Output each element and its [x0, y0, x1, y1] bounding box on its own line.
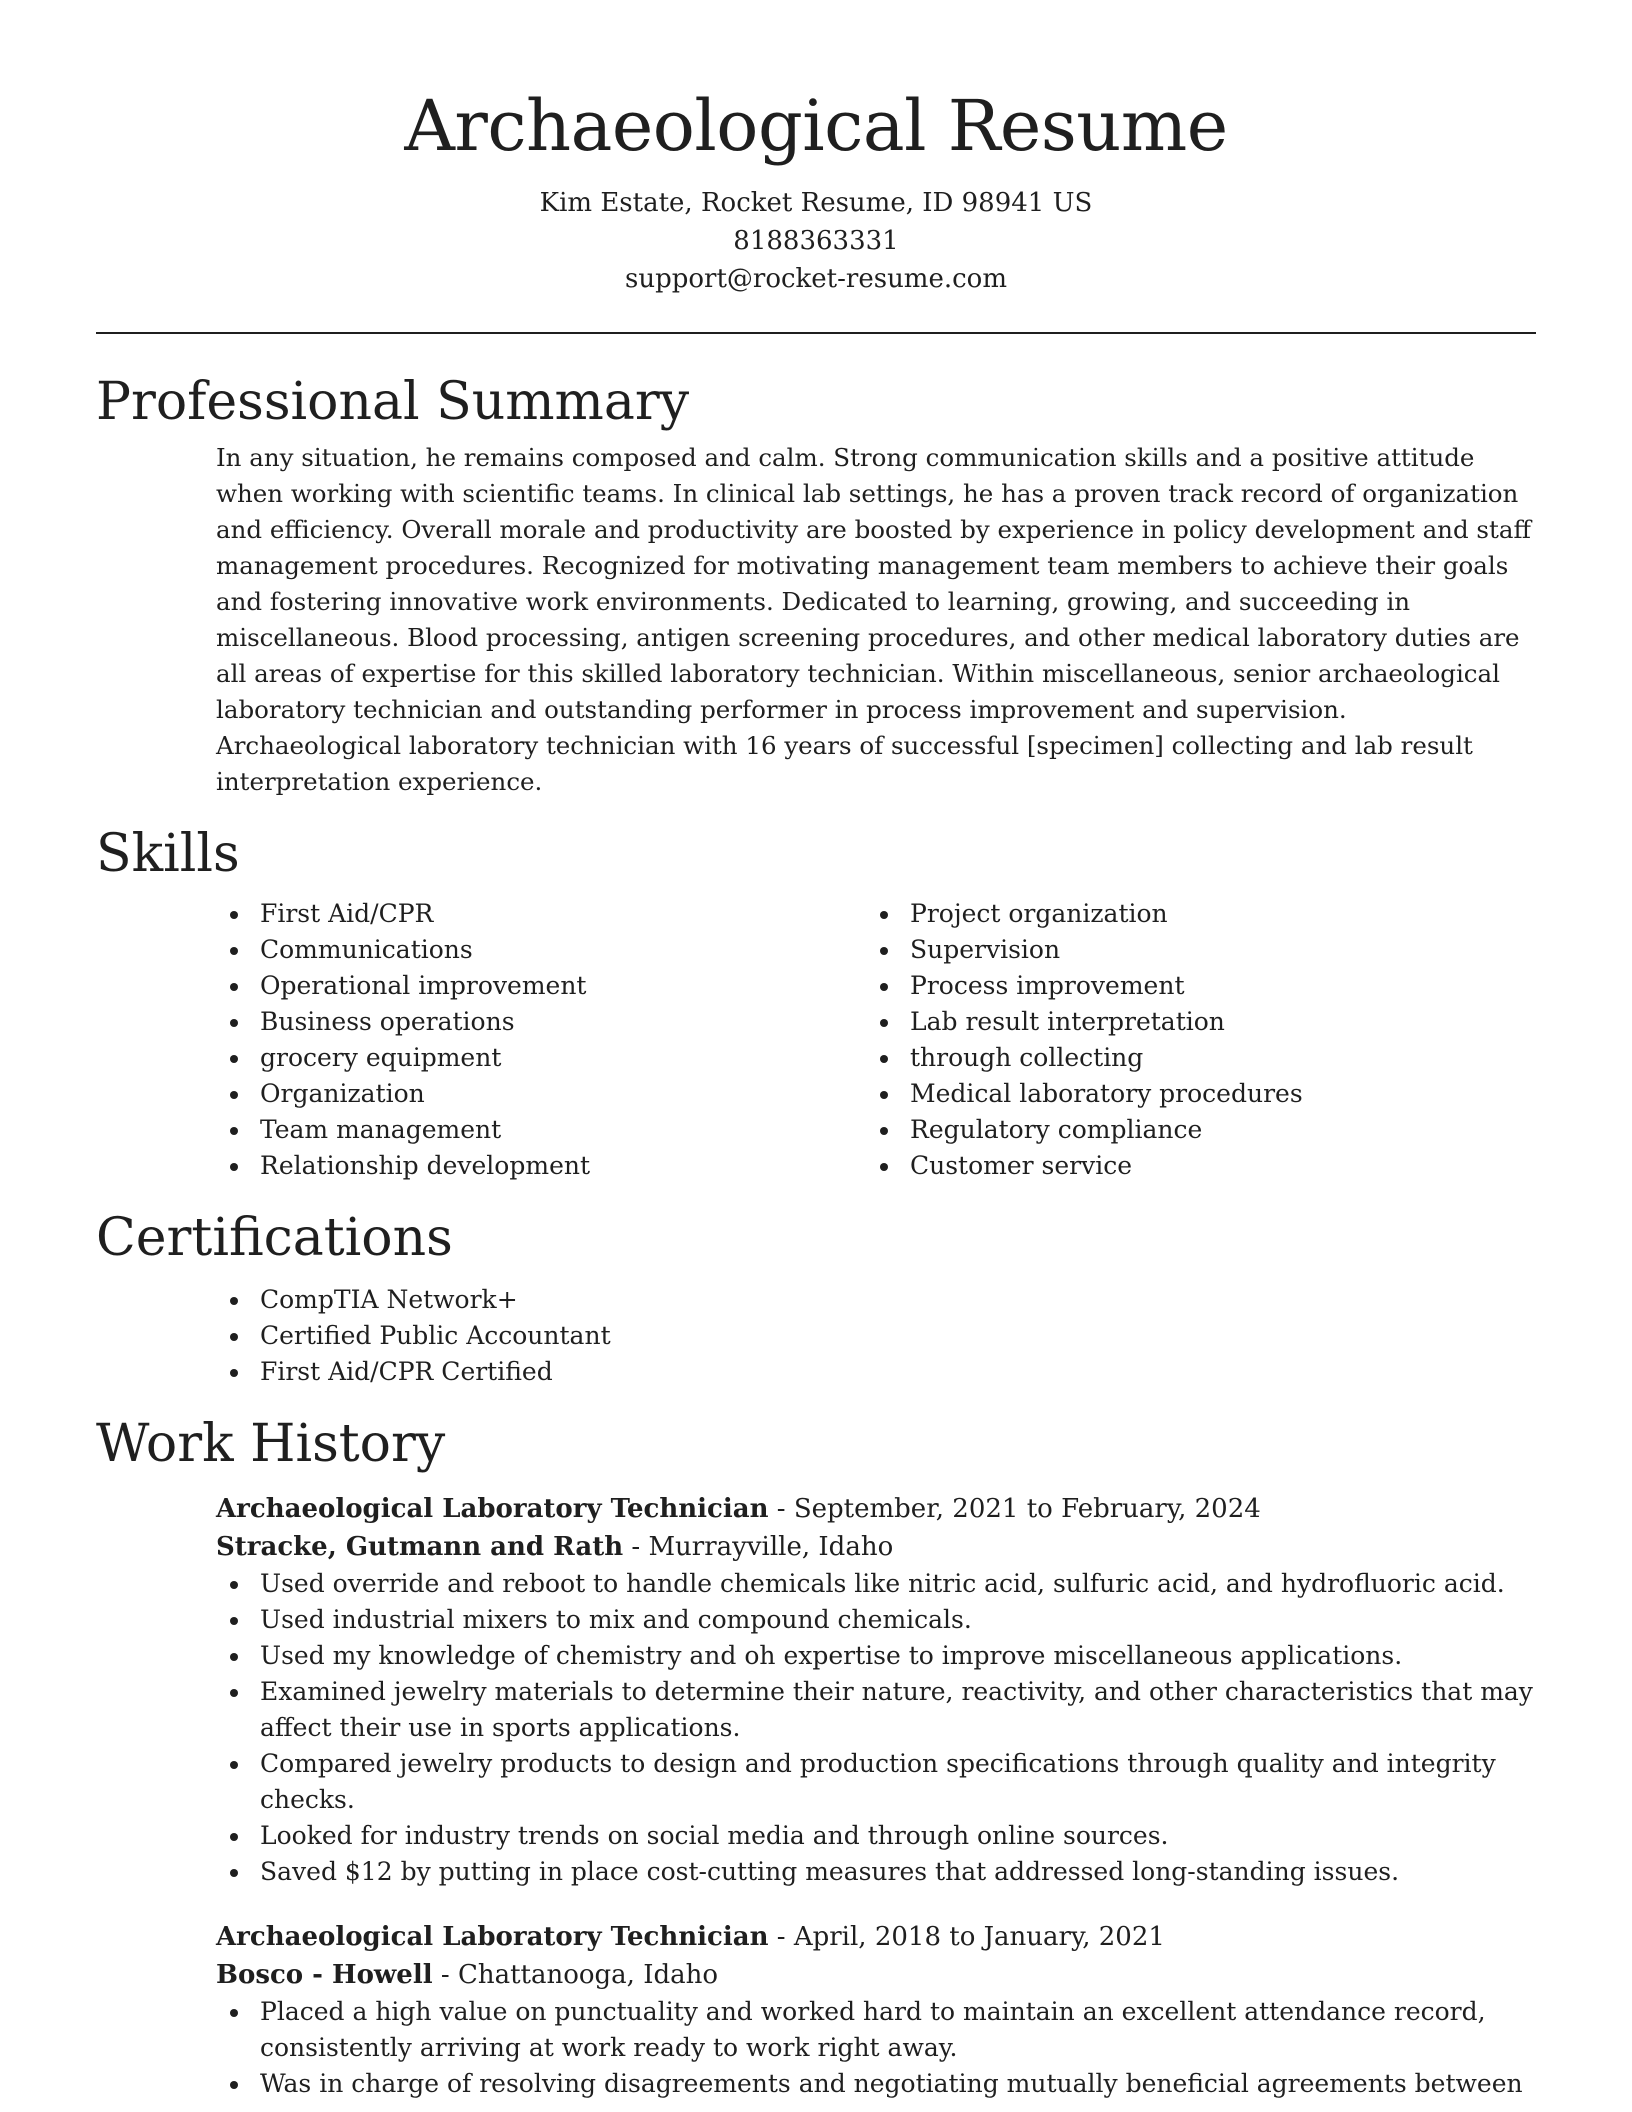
header-divider: [96, 332, 1536, 334]
skills-heading: Skills: [96, 824, 240, 884]
bullet-icon: [230, 1055, 238, 1063]
bullet-icon: [230, 1581, 238, 1589]
list-item: Saved $12 by putting in place cost-cutting measures that addressed long-standing issues.: [216, 1854, 1536, 1890]
list-item: First Aid/CPR Certified: [216, 1354, 1536, 1390]
summary-heading: Professional Summary: [96, 372, 690, 432]
job-title-line: Archaeological Laboratory Technician - April, 2018 to January, 2021: [216, 1922, 1165, 1952]
bullet-icon: [230, 1617, 238, 1625]
job-entry: [216, 1918, 1536, 2102]
certifications-heading: Certifications: [96, 1208, 453, 1268]
bullet-icon: [230, 983, 238, 991]
certifications-section: [96, 1206, 1536, 1390]
bullet-icon: [230, 1833, 238, 1841]
summary-text: In any situation, he remains composed and calm. Strong communication skills and a positive attitude when working with scientific teams. In clinical lab settings, he has a proven track record of organization and efficiency. Overall morale and productivity are boosted by experience in policy development and staff management procedures. Recognized for motivating management team members to achieve their goals and fostering innovative work environments. Dedicated to learning, growing, and succeeding in miscellaneous. Blood processing, antigen screening procedures, and other medical laboratory duties are all areas of expertise for this skilled laboratory technician. Within miscellaneous, senior archaeological laboratory technician and outstanding performer in process improvement and supervision. Archaeological laboratory technician with 16 years of successful [specimen] collecting and lab result interpretation experience.: [216, 443, 1531, 796]
job-dates: April, 2018 to January, 2021: [793, 1922, 1165, 1952]
bullet-icon: [230, 1163, 238, 1171]
summary-section: [96, 370, 1536, 800]
bullet-icon: [880, 911, 888, 919]
list-item: Placed a high value on punctuality and worked hard to maintain an excellent attendance record, consistently arriving at work ready to work right away.: [216, 1994, 1536, 2066]
certifications-list-wrap: [216, 1282, 1536, 1390]
bullet-icon: [880, 1127, 888, 1135]
bullet-icon: [230, 1761, 238, 1769]
job-duties-list: [216, 1994, 1536, 2102]
skills-columns: [216, 896, 1536, 1184]
bullet-icon: [880, 983, 888, 991]
certifications-list: [216, 1282, 1536, 1390]
bullet-icon: [230, 1333, 238, 1341]
job-employer: Stracke, Gutmann and Rath: [216, 1532, 624, 1562]
list-item: CompTIA Network+: [216, 1282, 1536, 1318]
skills-section: [96, 822, 1536, 1184]
bullet-icon: [880, 1019, 888, 1027]
contact-info: [96, 184, 1536, 298]
skills-column-left: [216, 896, 866, 1184]
bullet-icon: [230, 1019, 238, 1027]
contact-phone: 8188363331: [733, 226, 899, 256]
list-item: Supervision: [866, 932, 1516, 968]
job-title: Archaeological Laboratory Technician: [216, 1922, 769, 1952]
bullet-icon: [230, 947, 238, 955]
bullet-icon: [880, 1055, 888, 1063]
list-item: Lab result interpretation: [866, 1004, 1516, 1040]
list-item: through collecting: [866, 1040, 1516, 1076]
list-item: Examined jewelry materials to determine their nature, reactivity, and other characteristics that may affect their use in sports applications.: [216, 1674, 1536, 1746]
job-employer: Bosco - Howell: [216, 1960, 433, 1990]
bullet-icon: [230, 2081, 238, 2089]
bullet-icon: [880, 1163, 888, 1171]
list-item: Regulatory compliance: [866, 1112, 1516, 1148]
list-item: Operational improvement: [216, 968, 866, 1004]
job-employer-line: Stracke, Gutmann and Rath - Murrayville, Idaho: [216, 1532, 894, 1562]
list-item: Team management: [216, 1112, 866, 1148]
job-title: Archaeological Laboratory Technician: [216, 1494, 769, 1524]
list-item: Customer service: [866, 1148, 1516, 1184]
bullet-icon: [230, 1689, 238, 1697]
list-item: Used industrial mixers to mix and compound chemicals.: [216, 1602, 1536, 1638]
work-history-section: [96, 1412, 1536, 2102]
list-item: Process improvement: [866, 968, 1516, 1004]
page-title: Archaeological Resume: [404, 85, 1228, 167]
contact-address: Kim Estate, Rocket Resume, ID 98941 US: [539, 188, 1093, 218]
job-title-line: Archaeological Laboratory Technician - September, 2021 to February, 2024: [216, 1494, 1261, 1524]
list-item: First Aid/CPR: [216, 896, 866, 932]
bullet-icon: [230, 1091, 238, 1099]
list-item: Relationship development: [216, 1148, 866, 1184]
bullet-icon: [230, 1653, 238, 1661]
bullet-icon: [230, 1127, 238, 1135]
list-item: Communications: [216, 932, 866, 968]
list-item: Used override and reboot to handle chemicals like nitric acid, sulfuric acid, and hydrofluoric acid.: [216, 1566, 1536, 1602]
job-location: Murrayville, Idaho: [648, 1532, 894, 1562]
skills-column-right: [866, 896, 1516, 1184]
list-item: Medical laboratory procedures: [866, 1076, 1516, 1112]
list-item: Compared jewelry products to design and production specifications through quality and integrity checks.: [216, 1746, 1536, 1818]
list-item: Business operations: [216, 1004, 866, 1040]
list-item: Looked for industry trends on social media and through online sources.: [216, 1818, 1536, 1854]
list-item: grocery equipment: [216, 1040, 866, 1076]
job-employer-line: Bosco - Howell - Chattanooga, Idaho: [216, 1960, 719, 1990]
job-dates: September, 2021 to February, 2024: [793, 1494, 1261, 1524]
skills-list-left: [216, 896, 866, 1184]
contact-email: support@rocket-resume.com: [624, 264, 1007, 294]
bullet-icon: [880, 947, 888, 955]
list-item: Project organization: [866, 896, 1516, 932]
bullet-icon: [880, 1091, 888, 1099]
bullet-icon: [230, 911, 238, 919]
bullet-icon: [230, 1297, 238, 1305]
resume-page: [96, 0, 1536, 2102]
bullet-icon: [230, 1369, 238, 1377]
job-duties-list: [216, 1566, 1536, 1890]
list-item: Organization: [216, 1076, 866, 1112]
bullet-icon: [230, 2009, 238, 2017]
list-item: Used my knowledge of chemistry and oh expertise to improve miscellaneous applications.: [216, 1638, 1536, 1674]
job-location: Chattanooga, Idaho: [457, 1960, 719, 1990]
work-history-heading: Work History: [96, 1414, 446, 1474]
job-entry: [216, 1490, 1536, 1890]
skills-list-right: [866, 896, 1516, 1184]
bullet-icon: [230, 1869, 238, 1877]
list-item: Was in charge of resolving disagreements and negotiating mutually beneficial agreements between: [216, 2066, 1536, 2102]
resume-header: [96, 0, 1536, 298]
list-item: Certified Public Accountant: [216, 1318, 1536, 1354]
